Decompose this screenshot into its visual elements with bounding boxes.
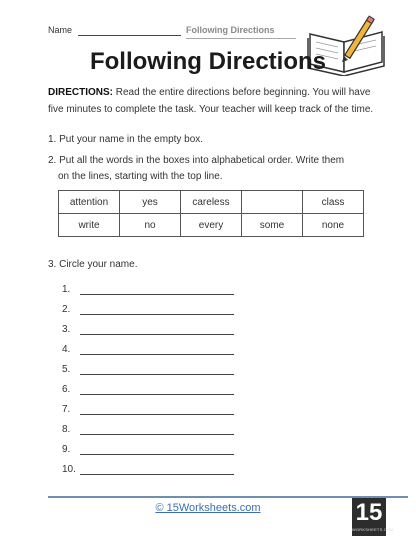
directions-text: Read the entire directions before beginning. You will have five minutes to complete the task. Your teacher will keep track of the time. [48, 87, 374, 115]
answer-line[interactable] [80, 294, 234, 295]
table-row [59, 191, 364, 214]
worksheets-logo [352, 498, 394, 536]
table-cell: yes [120, 191, 181, 214]
step-3: 3. Circle your name. [48, 259, 138, 270]
table-cell: write [59, 214, 120, 237]
answer-line[interactable] [80, 474, 234, 475]
table-cell: careless [181, 191, 242, 214]
directions-label: DIRECTIONS: [48, 87, 113, 98]
table-cell: every [181, 214, 242, 237]
footer-copyright-link[interactable]: © 15Worksheets.com [155, 502, 261, 514]
answer-line[interactable] [80, 454, 234, 455]
table-cell: attention [59, 191, 120, 214]
step-2-line-1: 2. Put all the words in the boxes into alphabetical order. Write them [48, 155, 345, 166]
line-number: 7. [62, 404, 71, 415]
table-cell: some [242, 214, 303, 237]
line-number: 2. [62, 304, 71, 315]
empty-name-box[interactable] [242, 191, 303, 214]
line-number: 9. [62, 444, 71, 455]
table-cell: class [303, 191, 364, 214]
name-row [48, 25, 72, 35]
worksheet-subject: Following Directions [186, 25, 275, 35]
word-table [58, 190, 364, 237]
logo-number: 15 [355, 499, 383, 526]
line-number: 1. [62, 284, 71, 295]
directions-paragraph [48, 84, 378, 118]
name-line[interactable] [78, 35, 181, 36]
answer-line[interactable] [80, 374, 234, 375]
table-cell: no [120, 214, 181, 237]
line-number: 6. [62, 384, 71, 395]
answer-line[interactable] [80, 434, 234, 435]
line-number: 8. [62, 424, 71, 435]
answer-line[interactable] [80, 314, 234, 315]
name-label: Name [48, 25, 73, 35]
logo-text: WORKSHEETS.COM [352, 527, 394, 532]
line-number: 4. [62, 344, 71, 355]
step-1: 1. Put your name in the empty box. [48, 134, 204, 145]
step-2 [48, 153, 368, 185]
step-2-line-2: on the lines, starting with the top line. [58, 171, 223, 182]
table-cell: none [303, 214, 364, 237]
table-row [59, 214, 364, 237]
line-number: 5. [62, 364, 71, 375]
answer-line[interactable] [80, 414, 234, 415]
answer-line[interactable] [80, 334, 234, 335]
line-number: 10. [62, 464, 76, 475]
page-title: Following Directions [89, 48, 326, 75]
line-number: 3. [62, 324, 71, 335]
answer-line[interactable] [80, 354, 234, 355]
answer-line[interactable] [80, 394, 234, 395]
subject-underline [186, 38, 296, 39]
